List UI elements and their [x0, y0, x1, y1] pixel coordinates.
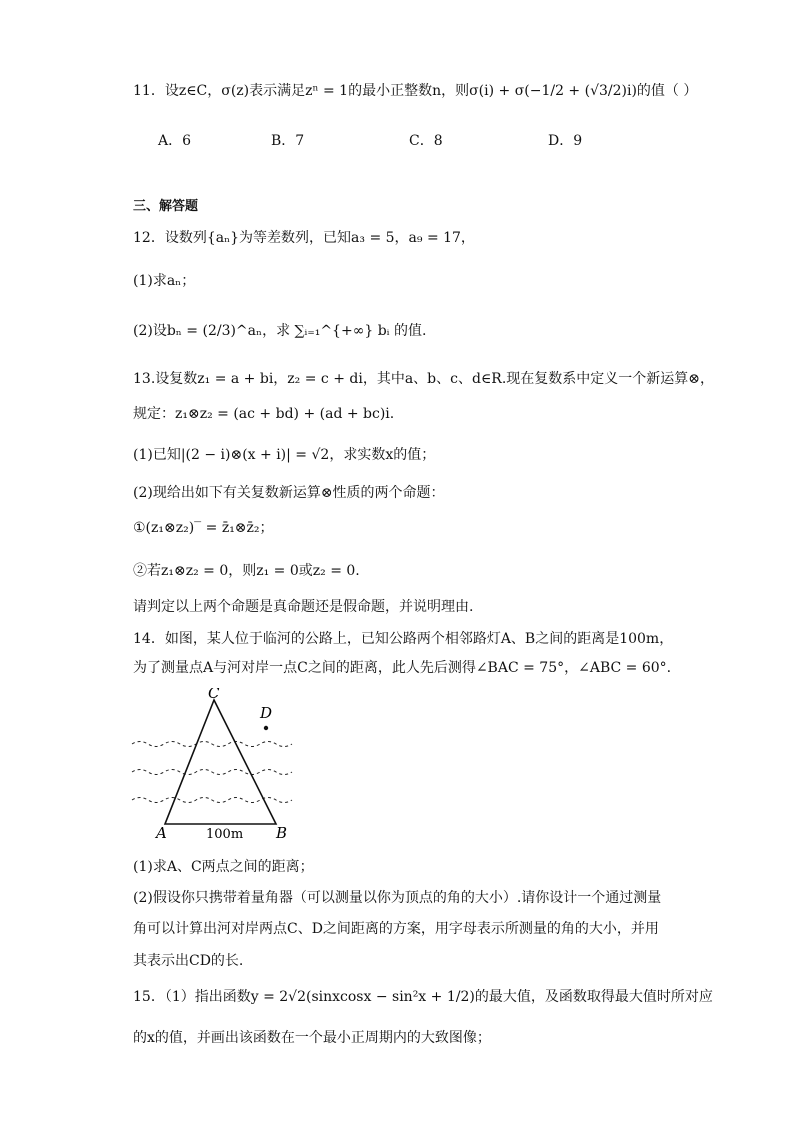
q11-stem: 11．设z∈C，σ(z)表示满足zⁿ = 1的最小正整数n，则σ(i) + σ(−1/2 + (√3/2)i)的值（ ）: [133, 83, 698, 99]
river-triangle-figure: [128, 688, 298, 843]
q13-claim2: ②若z₁⊗z₂ = 0，则z₁ = 0或z₂ = 0.: [133, 563, 360, 579]
label-ab-distance: 100m: [206, 827, 244, 842]
q13-part1: (1)已知|(2 − i)⊗(x + i)| = √2，求实数x的值；: [133, 447, 436, 463]
q11-option-a: A．6: [158, 133, 192, 149]
q11-option-d: D．9: [548, 133, 583, 149]
q13-rule: 规定：z₁⊗z₂ = (ac + bd) + (ad + bc)i.: [133, 406, 395, 422]
river-wavy-lines: [132, 742, 292, 803]
label-d: D: [260, 704, 273, 722]
q11-option-b: B．7: [271, 133, 305, 149]
label-a: A: [156, 824, 167, 842]
q11-option-c: C．8: [409, 133, 443, 149]
q12-stem: 12．设数列{aₙ}为等差数列，已知a₃ = 5，a₉ = 17，: [133, 230, 475, 246]
q14-part2-line3: 其表示出CD的长.: [133, 953, 244, 969]
q13-claim1: ①(z₁⊗z₂)‾ = z̄₁⊗z̄₂；: [133, 520, 274, 536]
q14-line2: 为了测量点A与河对岸一点C之间的距离，此人先后测得∠BAC = 75°，∠ABC = 60°.: [133, 660, 672, 676]
q14-part2-line1: (2)假设你只携带着量角器（可以测量以你为顶点的角的大小）.请你设计一个通过测量: [133, 890, 662, 906]
label-c: C: [208, 688, 220, 702]
q12-part2: (2)设bₙ = (2/3)^aₙ，求 ∑ᵢ₌₁^{+∞} bᵢ 的值.: [133, 323, 427, 339]
q12-part1: (1)求aₙ；: [133, 273, 196, 289]
q15-line2: 的x的值，并画出该函数在一个最小正周期内的大致图像；: [133, 1030, 491, 1046]
point-d: [264, 726, 268, 730]
label-b: B: [276, 824, 288, 842]
q14-part2-line2: 角可以计算出河对岸两点C、D之间距离的方案，用字母表示所测量的角的大小，并用: [133, 921, 659, 937]
q15-line1: 15．（1）指出函数y = 2√2(sinxcosx − sin²x + 1/2)的最大值，及函数取得最大值时所对应: [133, 989, 713, 1005]
q14-line1: 14．如图，某人位于临河的公路上，已知公路两个相邻路灯A、B之间的距离是100m，: [133, 631, 674, 647]
q13-ask: 请判定以上两个命题是真命题还是假命题，并说明理由.: [133, 599, 474, 615]
section-title: 三、解答题: [133, 199, 199, 214]
q14-part1: (1)求A、C两点之间的距离；: [133, 859, 314, 875]
q13-stem: 13.设复数z₁ = a + bi，z₂ = c + di，其中a、b、c、d∈R.现在复数系中定义一个新运算⊗，: [133, 371, 715, 387]
q13-part2: (2)现给出如下有关复数新运算⊗性质的两个命题：: [133, 485, 445, 501]
